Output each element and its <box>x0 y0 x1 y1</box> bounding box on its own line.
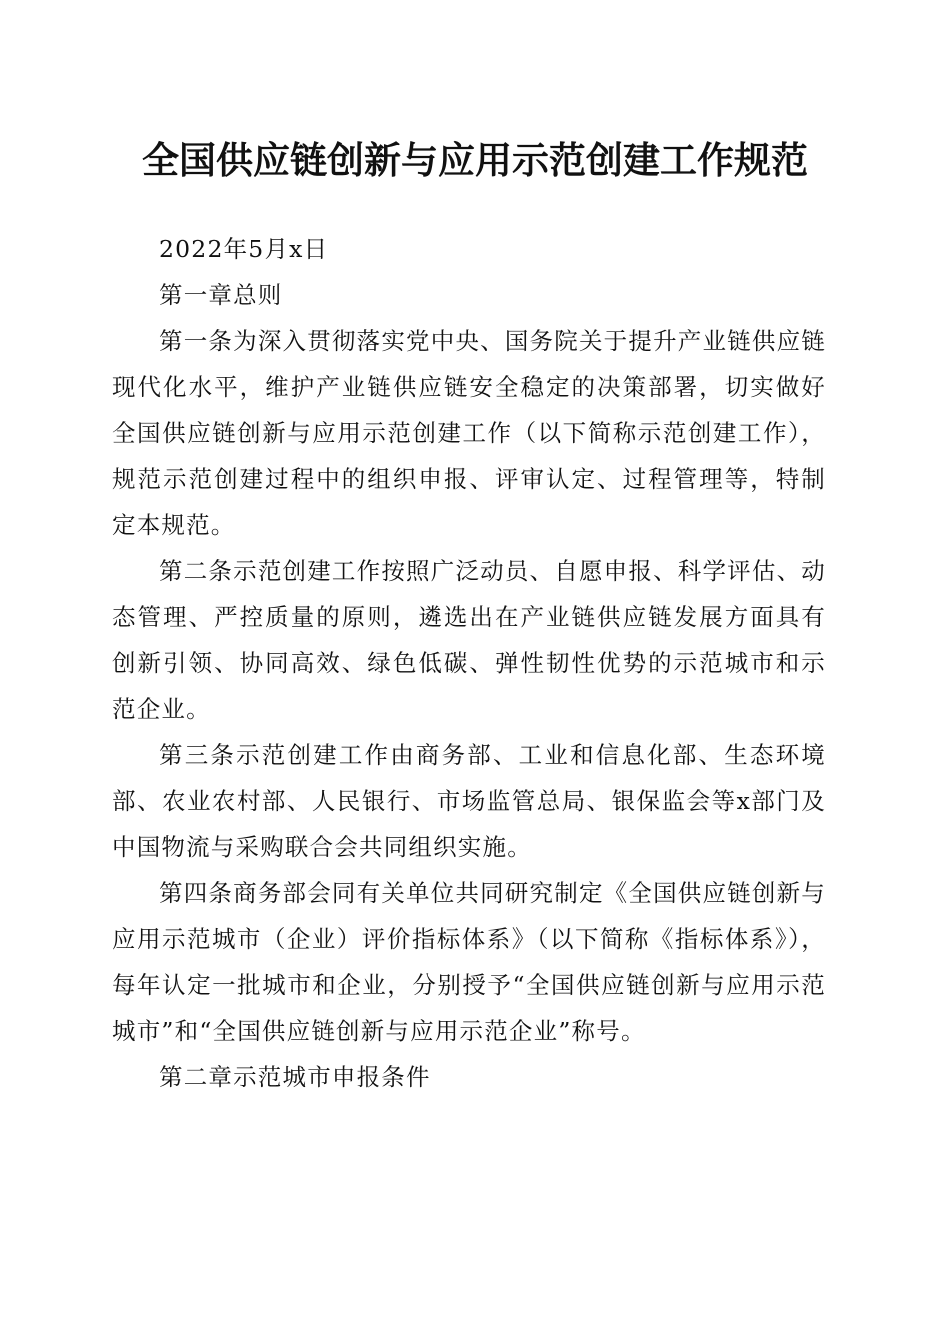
document-date: 2022年5月x日 <box>159 235 329 263</box>
document-title: 全国供应链创新与应用示范创建工作规范 <box>142 138 808 182</box>
chapter-heading: 第二章示范城市申报条件 <box>159 1063 431 1091</box>
document-body <box>112 226 826 1100</box>
article-paragraph: 第三条示范创建工作由商务部、工业和信息化部、生态环境部、农业农村部、人民银行、市场监管总局、银保监会等x部门及中国物流与采购联合会共同组织实施。 <box>112 741 826 861</box>
chapter-heading: 第一章总则 <box>159 281 283 309</box>
article-paragraph: 第四条商务部会同有关单位共同研究制定《全国供应链创新与应用示范城市（企业）评价指标体系》（以下简称《指标体系》），每年认定一批城市和企业，分别授予“全国供应链创新与应用示范城市”和“全国供应链创新与应用示范企业”称号。 <box>112 879 826 1045</box>
article-paragraph: 第二条示范创建工作按照广泛动员、自愿申报、科学评估、动态管理、严控质量的原则，遴选出在产业链供应链发展方面具有创新引领、协同高效、绿色低碳、弹性韧性优势的示范城市和示范企业。 <box>112 557 826 723</box>
article-paragraph: 第一条为深入贯彻落实党中央、国务院关于提升产业链供应链现代化水平，维护产业链供应链安全稳定的决策部署，切实做好全国供应链创新与应用示范创建工作（以下简称示范创建工作），规范示范创建过程中的组织申报、评审认定、过程管理等，特制定本规范。 <box>112 327 826 539</box>
